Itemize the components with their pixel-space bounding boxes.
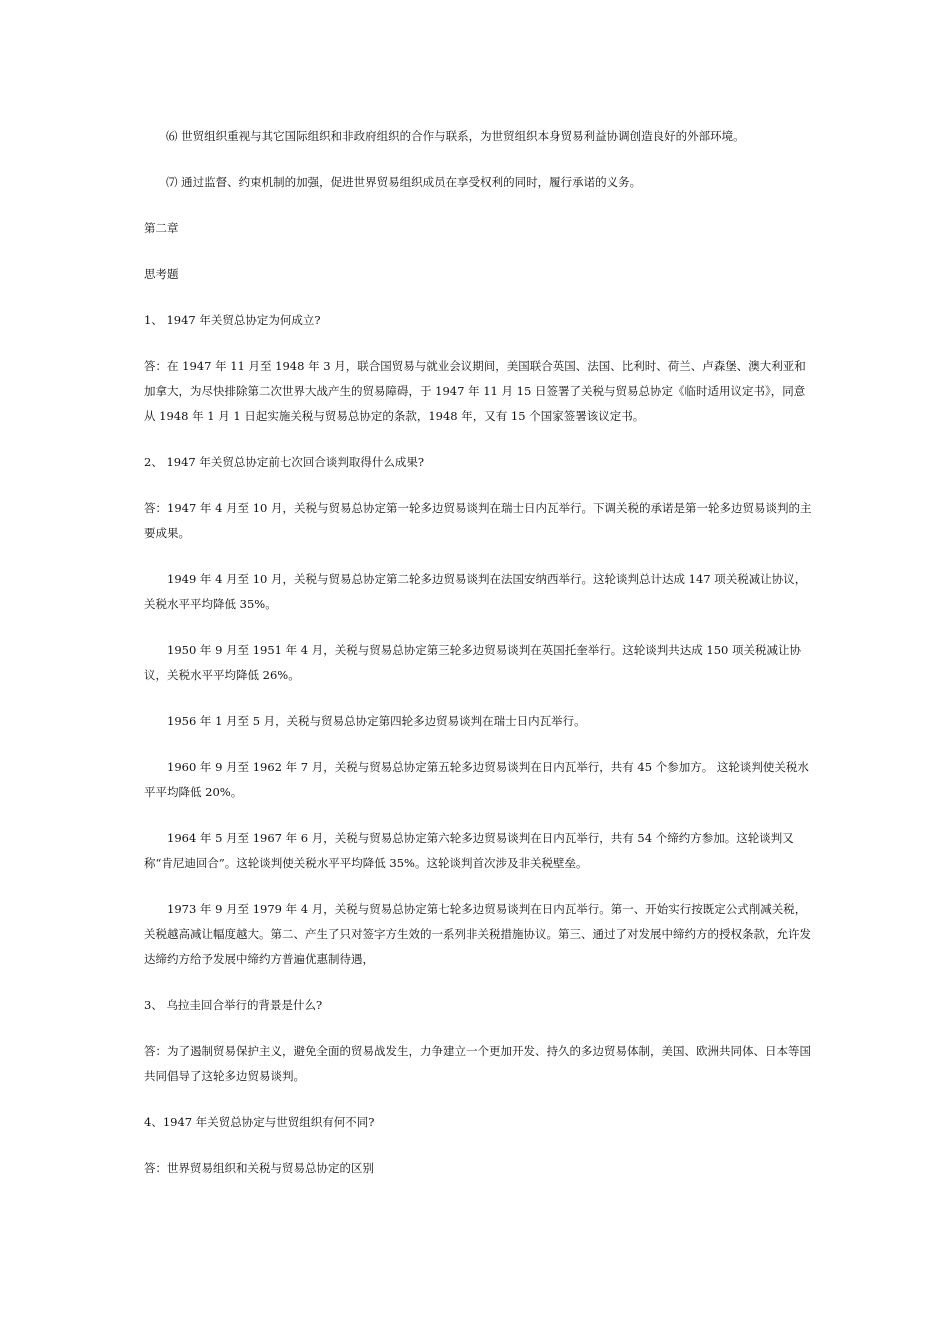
question-1: 1、 1947 年关贸总协定为何成立?	[144, 313, 321, 327]
question-4: 4、1947 年关贸总协定与世贸组织有何不同?	[144, 1115, 375, 1129]
answer-2-round-7: 1973 年 9 月至 1979 年 4 月，关税与贸易总协定第七轮多边贸易谈判在日内瓦举行。第一、开始实行按既定公式削减关税，关税越高减让幅度越大。第二、产生了只对签字方生效的一系列非关税措施协议。第三、通过了对发展中缔约方的授权条款，允许发达缔约方给予发展中缔约方普遍优惠制待遇，	[144, 902, 811, 966]
answer-2-round-1: 答：1947 年 4 月至 10 月，关税与贸易总协定第一轮多边贸易谈判在瑞士日内瓦举行。下调关税的承诺是第一轮多边贸易谈判的主要成果。	[144, 501, 812, 540]
answer-2-round-4: 1956 年 1 月至 5 月，关税与贸易总协定第四轮多边贸易谈判在瑞士日内瓦举行。	[167, 714, 586, 728]
list-item-6: ⑹ 世贸组织重视与其它国际组织和非政府组织的合作与联系，为世贸组织本身贸易利益协调创造良好的外部环境。	[166, 129, 745, 143]
answer-4: 答：世界贸易组织和关税与贸易总协定的区别	[144, 1161, 374, 1175]
section-heading: 思考题	[144, 267, 179, 281]
list-item-7: ⑺ 通过监督、约束机制的加强，促进世界贸易组织成员在享受权利的同时，履行承诺的义务。	[166, 175, 642, 189]
question-3: 3、 乌拉圭回合举行的背景是什么?	[144, 998, 323, 1012]
answer-2-round-6: 1964 年 5 月至 1967 年 6 月，关税与贸易总协定第六轮多边贸易谈判在日内瓦举行，共有 54 个缔约方参加。这轮谈判又称“肯尼迪回合”。这轮谈判使关税水平平均降低 35%。这轮谈判首次涉及非关税壁垒。	[144, 831, 794, 870]
chapter-heading: 第二章	[144, 221, 179, 235]
answer-2-round-5: 1960 年 9 月至 1962 年 7 月，关税与贸易总协定第五轮多边贸易谈判在日内瓦举行，共有 45 个参加方。 这轮谈判使关税水平平均降低 20%。	[144, 760, 809, 799]
answer-2-round-3: 1950 年 9 月至 1951 年 4 月，关税与贸易总协定第三轮多边贸易谈判在英国托奎举行。这轮谈判共达成 150 项关税减让协议，关税水平平均降低 26%。	[144, 643, 802, 682]
answer-3: 答：为了遏制贸易保护主义，避免全面的贸易战发生，力争建立一个更加开发、持久的多边贸易体制，美国、欧洲共同体、日本等国共同倡导了这轮多边贸易谈判。	[144, 1044, 811, 1083]
document-body	[144, 124, 812, 1202]
answer-2-round-2: 1949 年 4 月至 10 月，关税与贸易总协定第二轮多边贸易谈判在法国安纳西举行。这轮谈判总计达成 147 项关税减让协议，关税水平平均降低 35%。	[144, 572, 807, 611]
answer-1: 答：在 1947 年 11 月至 1948 年 3 月，联合国贸易与就业会议期间，美国联合英国、法国、比利时、荷兰、卢森堡、澳大利亚和加拿大，为尽快排除第二次世界大战产生的贸易障碍，于 1947 年 11 月 15 日签署了关税与贸易总协定《临时适用议定书》，同意从 1948 年 1 月 1 日起实施关税与贸易总协定的条款，1948 年，又有 15 个国家签署该议定书。	[144, 359, 806, 423]
question-2: 2、 1947 年关贸总协定前七次回合谈判取得什么成果?	[144, 455, 425, 469]
